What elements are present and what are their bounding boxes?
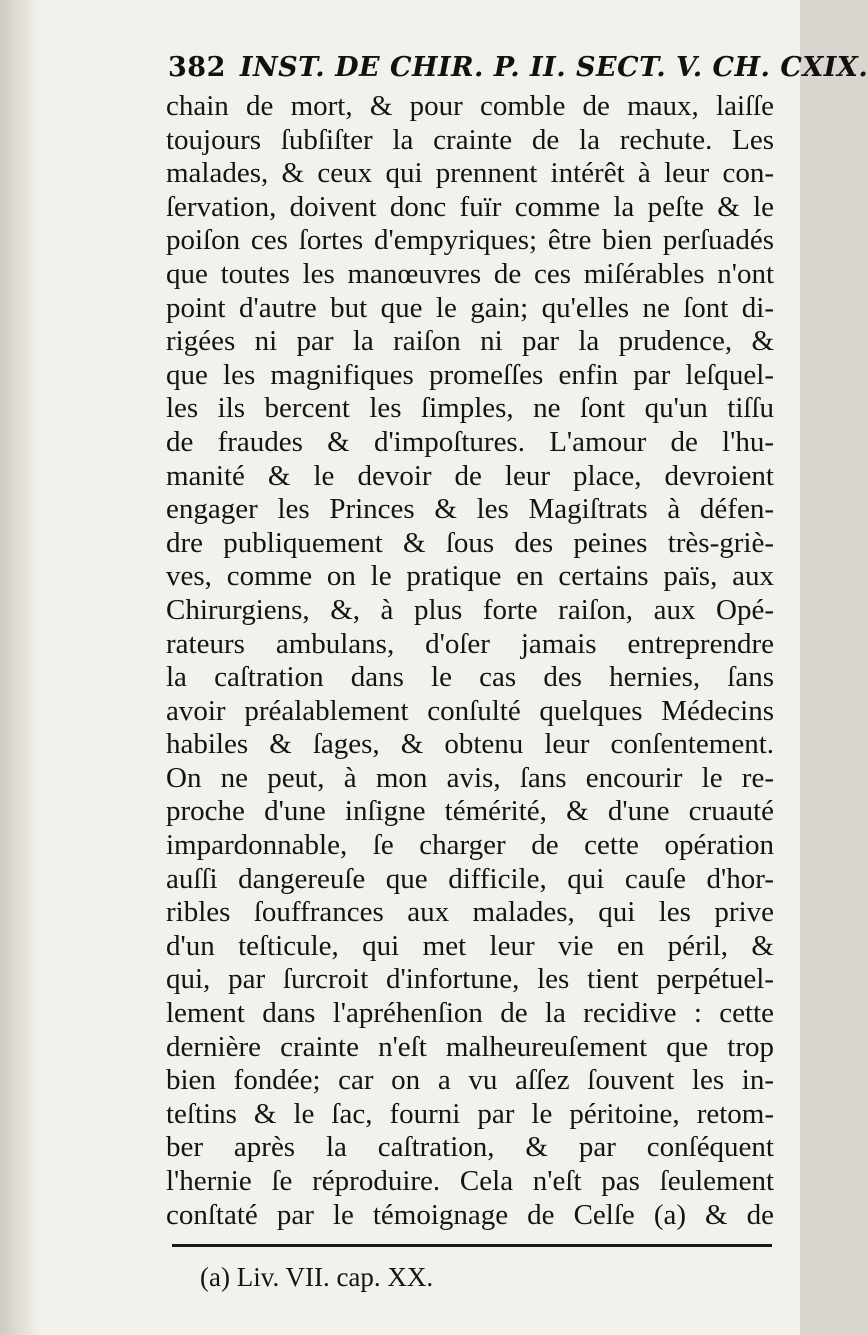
text-line: manité & le devoir de leur place, devroient [166,459,774,492]
text-line: les ils bercent les ſimples, ne ſont qu'un tiſſu [166,392,774,425]
text-line: que les magnifiques promeſſes enfin par leſquel- [166,358,774,391]
text-line: qui, par ſurcroit d'infortune, les tient perpétuel- [166,963,774,996]
text-line: ſervation, doivent donc fuïr comme la peſte & le [166,190,774,223]
running-title: INST. DE CHIR. P. II. SECT. V. CH. CXIX. [239,52,868,83]
text-line: chain de mort, & pour comble de maux, laiſſe [166,90,774,122]
text-line: conſtaté par le témoignage de Celſe (a) & de [166,1198,774,1231]
footnote-rule [172,1244,772,1247]
text-line: toujours ſubſiſter la crainte de la rechute. Les [166,123,774,156]
page-gutter-shadow [0,0,40,1335]
text-line: point d'autre but que le gain; qu'elles ne ſont di- [166,291,774,324]
text-line: dre publiquement & ſous des peines très-griè- [166,526,774,559]
text-line: ber après la caſtration, & par conſéquent [166,1131,774,1164]
text-line: habiles & ſages, & obtenu leur conſentement. [166,728,774,761]
text-line: Chirurgiens, &, à plus forte raiſon, aux Opé- [166,593,774,626]
text-line: auſſi dangereuſe que difficile, qui cauſe d'hor- [166,862,774,895]
text-line: impardonnable, ſe charger de cette opération [166,829,774,862]
text-line: rateurs ambulans, d'oſer jamais entreprendre [166,627,774,660]
text-line: lement dans l'apréhenſion de la recidive : cette [166,997,774,1030]
text-line: proche d'une inſigne témérité, & d'une cruauté [166,795,774,828]
text-line: l'hernie ſe réproduire. Cela n'eſt pas ſeulement [166,1165,774,1197]
text-line: malades, & ceux qui prennent intérêt à leur con- [166,157,774,190]
body-text [166,90,774,1232]
text-line: la caſtration dans le cas des hernies, ſans [166,661,774,694]
text-line: bien fondée; car on a vu aſſez ſouvent les in- [166,1064,774,1097]
text-line: dernière crainte n'eſt malheureuſement que trop [166,1030,774,1063]
page-number: 382 [168,52,226,83]
text-line: rigées ni par la raiſon ni par la prudence, & [166,325,774,358]
text-line: teſtins & le ſac, fourni par le péritoine, retom- [166,1097,774,1130]
text-line: que toutes les manœuvres de ces miſérables n'ont [166,257,774,290]
text-line: ves, comme on le pratique en certains païs, aux [166,560,774,593]
text-line: On ne peut, à mon avis, ſans encourir le re- [166,761,774,794]
text-line: avoir préalablement conſulté quelques Médecins [166,694,774,727]
text-line: poiſon ces ſortes d'empyriques; être bien perſuadés [166,224,774,257]
text-line: ribles ſouffrances aux malades, qui les prive [166,896,774,929]
footnote: (a) Liv. VII. cap. XX. [200,1262,434,1292]
text-line: de fraudes & d'impoſtures. L'amour de l'hu- [166,425,774,458]
text-line: d'un teſticule, qui met leur vie en péril, & [166,929,774,962]
text-line: engager les Princes & les Magiſtrats à défen- [166,493,774,526]
